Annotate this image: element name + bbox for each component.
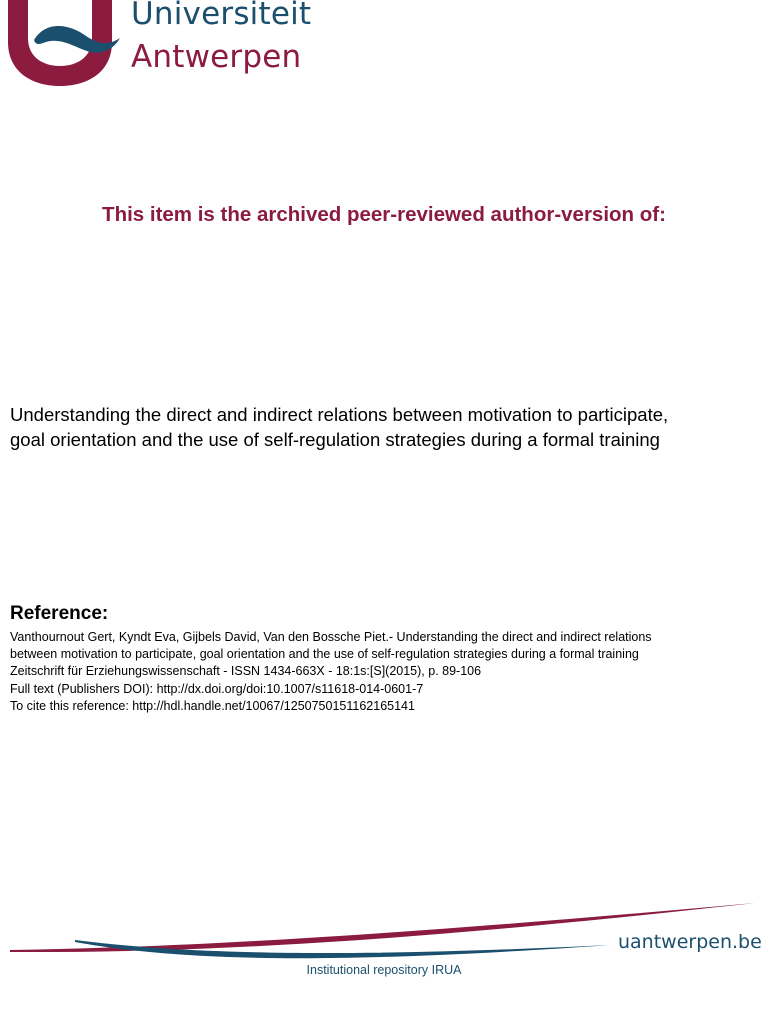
footer-domain-text: uantwerpen.be — [618, 931, 762, 953]
reference-journal-line: Zeitschrift für Erziehungswissenschaft - ISSN 1434-663X - 18:1s:[S](2015), p. 89-106 — [10, 664, 482, 679]
logo-line-antwerpen: Antwerpen — [131, 39, 302, 75]
reference-authors-line: Vanthournout Gert, Kyndt Eva, Gijbels David, Van den Bossche Piet.- Understanding the direct and indirect relations — [10, 630, 652, 644]
paper-title-line: Understanding the direct and indirect relations between motivation to participate, — [10, 404, 669, 425]
reference-body — [10, 629, 760, 715]
reference-cite-line: To cite this reference: http://hdl.handle.net/10067/1250750151162165141 — [10, 698, 415, 713]
paper-title — [10, 402, 762, 452]
logo-line-universiteit: Universiteit — [131, 0, 312, 32]
ua-logo-mark-icon — [0, 0, 125, 90]
reference-heading: Reference: — [10, 603, 109, 624]
footer-repository-label: Institutional repository IRUA — [306, 963, 462, 977]
reference-doi-line: Full text (Publishers DOI): http://dx.doi.org/doi:10.1007/s11618-014-0601-7 — [10, 681, 424, 696]
paper-title-line: goal orientation and the use of self-regulation strategies during a formal training — [10, 429, 660, 450]
reference-title-line: between motivation to participate, goal orientation and the use of self-regulation strategies during a formal training — [10, 647, 639, 662]
archived-notice-heading: This item is the archived peer-reviewed author-version of: — [102, 203, 666, 226]
university-logo — [0, 0, 340, 90]
